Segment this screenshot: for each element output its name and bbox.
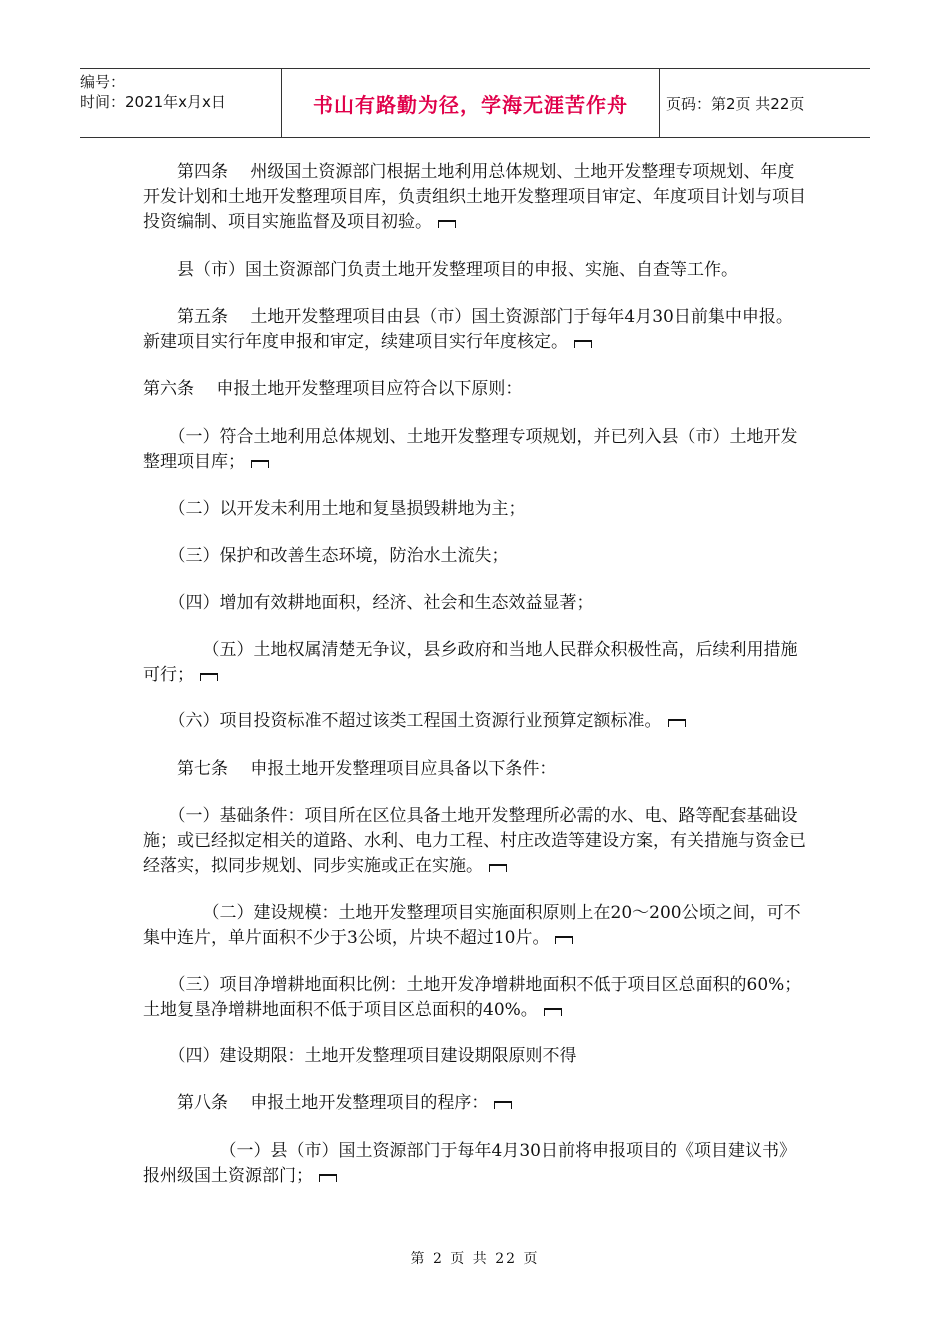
paragraph-condition-1: （一）基础条件：项目所在区位具备土地开发整理所必需的水、电、路等配套基础设施；或已经拟定相关的道路、水利、电力工程、村庄改造等建设方案，有关措施与资金已经落实，拟同步规划、同步实施或正在实施。 xyxy=(143,806,806,876)
paragraph-mark-icon xyxy=(555,936,573,944)
document-number-label: 编号： xyxy=(80,73,126,91)
paragraph-county-duty: 县（市）国土资源部门负责土地开发整理项目的申报、实施、自查等工作。 xyxy=(143,260,738,280)
paragraph-principle-5: （五）土地权属清楚无争议，县乡政府和当地人民群众积极性高，后续利用措施可行； xyxy=(143,640,798,685)
paragraph-mark-icon xyxy=(251,460,269,468)
paragraph-mark-icon xyxy=(668,719,686,727)
page-footer: 第 2 页 共 22 页 xyxy=(410,1251,540,1267)
document-time-label: 时间：2021年x月x日 xyxy=(80,93,226,111)
page-header xyxy=(80,68,870,138)
paragraph-condition-4: （四）建设期限：土地开发整理项目建设期限原则不得 xyxy=(143,1046,577,1066)
header-motto: 书山有路勤为径，学海无涯苦作舟 xyxy=(313,92,628,117)
paragraph-mark-icon xyxy=(489,864,507,872)
paragraph-article-7: 第七条 申报土地开发整理项目应具备以下条件： xyxy=(143,759,557,779)
paragraph-principle-3: （三）保护和改善生态环境，防治水土流失； xyxy=(143,546,509,566)
paragraph-article-4: 第四条 州级国土资源部门根据土地利用总体规划、土地开发整理专项规划、年度开发计划和土地开发整理项目库，负责组织土地开发整理项目审定、年度项目计划与项目投资编制、项目实施监督及项目初验。 xyxy=(143,162,806,232)
paragraph-condition-2: （二）建设规模：土地开发整理项目实施面积原则上在20～200公顷之间，可不集中连片，单片面积不少于3公顷，片块不超过10片。 xyxy=(143,903,801,948)
paragraph-mark-icon xyxy=(319,1174,337,1182)
paragraph-principle-6: （六）项目投资标准不超过该类工程国土资源行业预算定额标准。 xyxy=(143,709,807,734)
header-page-info: 页码：第2页 共22页 xyxy=(666,94,805,113)
paragraph-article-8: 第八条 申报土地开发整理项目的程序： xyxy=(143,1091,807,1116)
paragraph-mark-icon xyxy=(494,1101,512,1109)
paragraph-condition-3: （三）项目净增耕地面积比例：土地开发净增耕地面积不低于项目区总面积的60%；土地复垦净增耕地面积不低于项目区总面积的40%。 xyxy=(143,975,802,1020)
paragraph-article-5: 第五条 土地开发整理项目由县（市）国土资源部门于每年4月30日前集中申报。新建项目实行年度申报和审定，续建项目实行年度核定。 xyxy=(143,307,793,352)
paragraph-mark-icon xyxy=(438,220,456,228)
header-motto-cell xyxy=(281,69,660,137)
paragraph-principle-2: （二）以开发未利用土地和复垦损毁耕地为主； xyxy=(143,499,526,519)
paragraph-article-6: 第六条 申报土地开发整理项目应符合以下原则： xyxy=(143,379,523,399)
paragraph-mark-icon xyxy=(544,1008,562,1016)
paragraph-principle-1: （一）符合土地利用总体规划、土地开发整理专项规划，并已列入县（市）土地开发整理项目库； xyxy=(143,427,798,472)
paragraph-mark-icon xyxy=(574,340,592,348)
paragraph-principle-4: （四）增加有效耕地面积，经济、社会和生态效益显著； xyxy=(143,593,594,613)
paragraph-mark-icon xyxy=(200,673,218,681)
paragraph-procedure-1: （一）县（市）国土资源部门于每年4月30日前将申报项目的《项目建议书》报州级国土资源部门； xyxy=(143,1141,796,1186)
header-meta xyxy=(80,69,280,140)
